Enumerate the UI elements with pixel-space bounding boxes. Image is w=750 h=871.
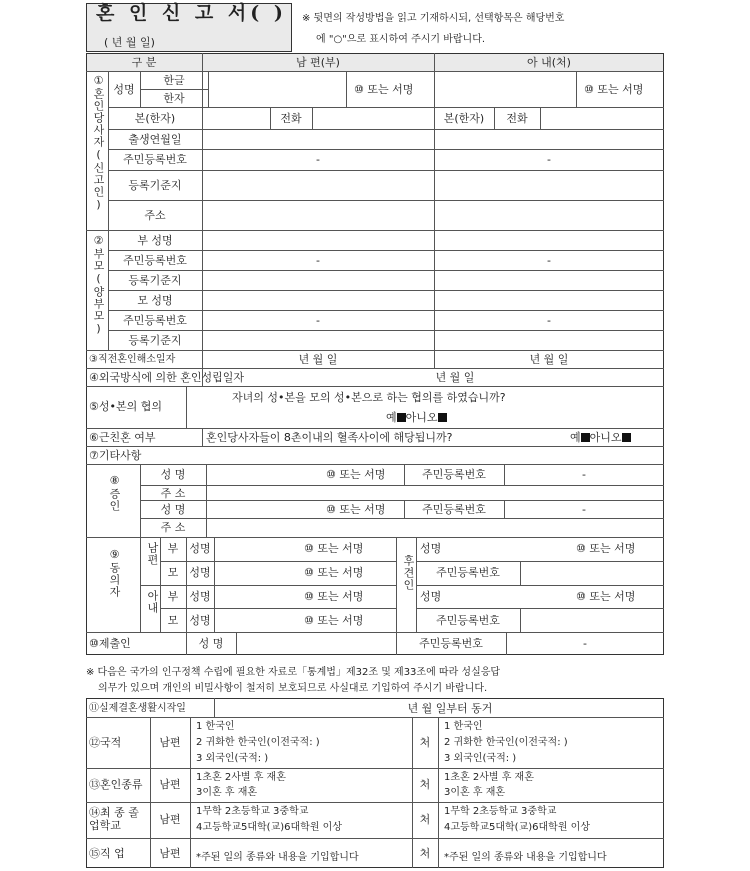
sec1-name-label: 성명 <box>113 83 135 96</box>
sec1-birth-label: 출생연월일 <box>128 133 182 146</box>
sec9-name-3: 성명 <box>189 590 211 603</box>
stats-job-wife: 처 <box>419 847 431 860</box>
stats-mt-husband: 남편 <box>159 778 181 791</box>
sec1-husband-phone-label: 전화 <box>280 112 302 125</box>
sec8-sign-2[interactable]: ⑩ 또는 서명 <box>326 503 386 516</box>
sec1-wife-bon-label: 본(한자) <box>443 112 485 125</box>
form-title: 혼 인 신 고 서( ) <box>96 2 287 24</box>
stats-h-nat2[interactable]: 2 귀화한 한국인(이전국적: ) <box>196 737 320 748</box>
sec2-title: ②부모(양부모) <box>92 234 105 336</box>
stats-job-husband: 남편 <box>159 847 181 860</box>
sec10-label: ⑩제출인 <box>89 637 131 650</box>
sec3-label: ③직전혼인해소일자 <box>89 354 176 365</box>
stats-h-nat1[interactable]: 1 한국인 <box>196 721 235 732</box>
sec1-husband-rrn-dash[interactable]: - <box>316 153 320 166</box>
notice-line-1: ※ 다음은 국가의 인구정책 수립에 필요한 자료로「통계법」제32조 및 제33조에 따라 성실응답 <box>86 667 501 678</box>
sec5-no[interactable]: 아니오 <box>405 411 438 424</box>
sec9-title: ⑨동의자 <box>108 548 121 598</box>
sec9-g-rrn-2: 주민등록번호 <box>436 614 500 627</box>
stats-mt-label: ⑬혼인종류 <box>89 778 143 791</box>
sec3-wife-date[interactable]: 년 월 일 <box>529 353 569 366</box>
sec2-mother-label: 모 성명 <box>137 294 173 307</box>
sec6-no-box[interactable] <box>622 433 631 442</box>
sec5-options[interactable] <box>386 411 447 424</box>
stats-h-nat3[interactable]: 3 외국인(국적: ) <box>196 753 269 764</box>
sec10-rrn-label: 주민등록번호 <box>419 637 483 650</box>
stats-nat-wife: 처 <box>419 736 431 749</box>
sec3-husband-date[interactable]: 년 월 일 <box>298 353 338 366</box>
sec1-husband-sign[interactable]: ⑩ 또는 서명 <box>354 83 414 96</box>
sec9-sign-2[interactable]: ⑩ 또는 서명 <box>304 566 364 579</box>
sec7-label: ⑦기타사항 <box>89 449 142 462</box>
stats-w-edu2[interactable]: 4고등학교5대학(교)6대학원 이상 <box>444 822 590 833</box>
sec2-father-rrn-label: 주민등록번호 <box>123 254 187 267</box>
sec9-g-rrn-1: 주민등록번호 <box>436 566 500 579</box>
sec9-husband-label: 남편 <box>146 542 159 566</box>
stats-start-date[interactable]: 년 월 일부터 동거 <box>407 702 493 715</box>
sec5-yes[interactable]: 예 <box>386 411 397 424</box>
sec8-sign-1[interactable]: ⑩ 또는 서명 <box>326 468 386 481</box>
stats-w-nat3[interactable]: 3 외국인(국적: ) <box>444 753 517 764</box>
sec9-sign-3[interactable]: ⑩ 또는 서명 <box>304 590 364 603</box>
sec9-g-sign-2[interactable]: ⑩ 또는 서명 <box>576 590 636 603</box>
sec1-rrn-label: 주민등록번호 <box>123 153 187 166</box>
sec6-no[interactable]: 아니오 <box>589 431 622 444</box>
sec9-w-father: 부 <box>167 590 179 603</box>
sec8-addr-label-1: 주 소 <box>160 487 186 500</box>
sec1-bon-label: 본(한자) <box>134 112 176 125</box>
col-label: 구 분 <box>131 56 157 69</box>
title-date: ( 년 월 일) <box>104 36 155 49</box>
sec2-wife-father-rrn-dash[interactable]: - <box>547 254 551 267</box>
sec6-question: 혼인당사자들이 8촌이내의 혈족사이에 해당됩니까? <box>206 431 453 444</box>
sec9-h-father: 부 <box>167 542 179 555</box>
sec9-sign-4[interactable]: ⑩ 또는 서명 <box>304 614 364 627</box>
stats-h-job[interactable]: *주된 일의 종류와 내용을 기입합니다 <box>196 852 359 863</box>
sec1-addr-label: 주소 <box>144 209 166 222</box>
sec9-g-name-2: 성명 <box>420 590 442 603</box>
stats-h-edu2[interactable]: 4고등학교5대학(교)6대학원 이상 <box>196 822 342 833</box>
sec2-husband-father-rrn-dash[interactable]: - <box>316 254 320 267</box>
stats-edu-wife: 처 <box>419 813 431 826</box>
sec1-title: ①혼인당사자(신고인) <box>92 74 105 212</box>
sec8-title: ⑧증인 <box>108 474 121 512</box>
sec5-yes-box[interactable] <box>397 413 406 422</box>
sec1-wife-phone-label: 전화 <box>506 112 528 125</box>
sec8-rrn-label-1: 주민등록번호 <box>422 468 486 481</box>
stats-edu-husband: 남편 <box>159 813 181 826</box>
sec2-wife-mother-rrn-dash[interactable]: - <box>547 314 551 327</box>
sec5-question: 자녀의 성•본을 모의 성•본으로 하는 협의를 하였습니까? <box>232 391 506 404</box>
stats-nat-label: ⑫국적 <box>89 736 122 749</box>
sec9-name-2: 성명 <box>189 566 211 579</box>
stats-job-label: ⑮직 업 <box>89 847 125 860</box>
sec10-name-label: 성 명 <box>198 637 224 650</box>
notice-line-2: 의무가 있으며 개인의 비밀사항이 철저히 보호되므로 사실대로 기입하여 주시기 바랍니다. <box>98 683 488 694</box>
stats-edu-label: ⑭최 종 졸업학교 <box>89 806 139 832</box>
sec9-g-name-1: 성명 <box>420 542 442 555</box>
sec9-g-sign-1[interactable]: ⑩ 또는 서명 <box>576 542 636 555</box>
sec6-yes[interactable]: 예 <box>570 431 581 444</box>
sec9-w-mother: 모 <box>167 614 179 627</box>
sec10-rrn-dash[interactable]: - <box>583 637 587 650</box>
stats-w-edu1[interactable]: 1무학 2초등학교 3중학교 <box>444 806 557 817</box>
sec4-label: ④외국방식에 의한 혼인성립일자 <box>89 371 244 384</box>
sec1-hanja-label: 한자 <box>163 92 185 105</box>
sec8-name-label-2: 성 명 <box>160 503 186 516</box>
stats-h-mt1[interactable]: 1초혼 2사별 후 재혼 <box>196 772 286 783</box>
sec2-husband-mother-rrn-dash[interactable]: - <box>316 314 320 327</box>
sec8-rrn-dash-1[interactable]: - <box>582 468 586 481</box>
sec9-guardian-label: 후견인 <box>402 555 415 591</box>
sec2-father-reg-label: 등록기준지 <box>128 274 182 287</box>
sec2-mother-reg-label: 등록기준지 <box>128 334 182 347</box>
sec6-options[interactable] <box>570 431 631 444</box>
sec6-label: ⑥근친혼 여부 <box>89 431 156 444</box>
sec2-mother-rrn-label: 주민등록번호 <box>123 314 187 327</box>
sec8-name-label-1: 성 명 <box>160 468 186 481</box>
sec5-no-box[interactable] <box>438 413 447 422</box>
stats-nat-husband: 남편 <box>159 736 181 749</box>
stats-w-mt1[interactable]: 1초혼 2사별 후 재혼 <box>444 772 534 783</box>
stats-mt-wife: 처 <box>419 778 431 791</box>
stats-w-mt2[interactable]: 3이혼 후 재혼 <box>444 787 506 798</box>
sec8-rrn-dash-2[interactable]: - <box>582 503 586 516</box>
stats-w-job[interactable]: *주된 일의 종류와 내용을 기입합니다 <box>444 852 607 863</box>
sec9-h-mother: 모 <box>167 566 179 579</box>
instruction-note-1: ※ 뒷면의 작성방법을 읽고 기재하시되, 선택항목은 해당번호 <box>302 13 565 24</box>
sec9-sign-1[interactable]: ⑩ 또는 서명 <box>304 542 364 555</box>
stats-start-label: ⑪실제결혼생활시작일 <box>89 703 186 714</box>
sec1-wife-rrn-dash[interactable]: - <box>547 153 551 166</box>
stats-w-nat2[interactable]: 2 귀화한 한국인(이전국적: ) <box>444 737 568 748</box>
sec6-yes-box[interactable] <box>581 433 590 442</box>
sec8-rrn-label-2: 주민등록번호 <box>422 503 486 516</box>
col-wife: 아 내(처) <box>527 56 571 69</box>
sec1-reg-label: 등록기준지 <box>128 179 182 192</box>
sec1-wife-sign[interactable]: ⑩ 또는 서명 <box>584 83 644 96</box>
instruction-note-2: 에 "○"으로 표시하여 주시기 바랍니다. <box>316 34 486 45</box>
stats-h-mt2[interactable]: 3이혼 후 재혼 <box>196 787 258 798</box>
sec4-date[interactable]: 년 월 일 <box>435 371 475 384</box>
sec5-label: ⑤성•본의 협의 <box>89 400 162 413</box>
sec2-father-label: 부 성명 <box>137 234 173 247</box>
sec9-wife-label: 아내 <box>146 590 159 614</box>
col-husband: 남 편(부) <box>296 56 340 69</box>
stats-w-nat1[interactable]: 1 한국인 <box>444 721 483 732</box>
sec9-name-1: 성명 <box>189 542 211 555</box>
sec8-addr-label-2: 주 소 <box>160 521 186 534</box>
sec9-name-4: 성명 <box>189 614 211 627</box>
sec1-hangul-label: 한글 <box>163 74 185 87</box>
stats-h-edu1[interactable]: 1무학 2초등학교 3중학교 <box>196 806 309 817</box>
